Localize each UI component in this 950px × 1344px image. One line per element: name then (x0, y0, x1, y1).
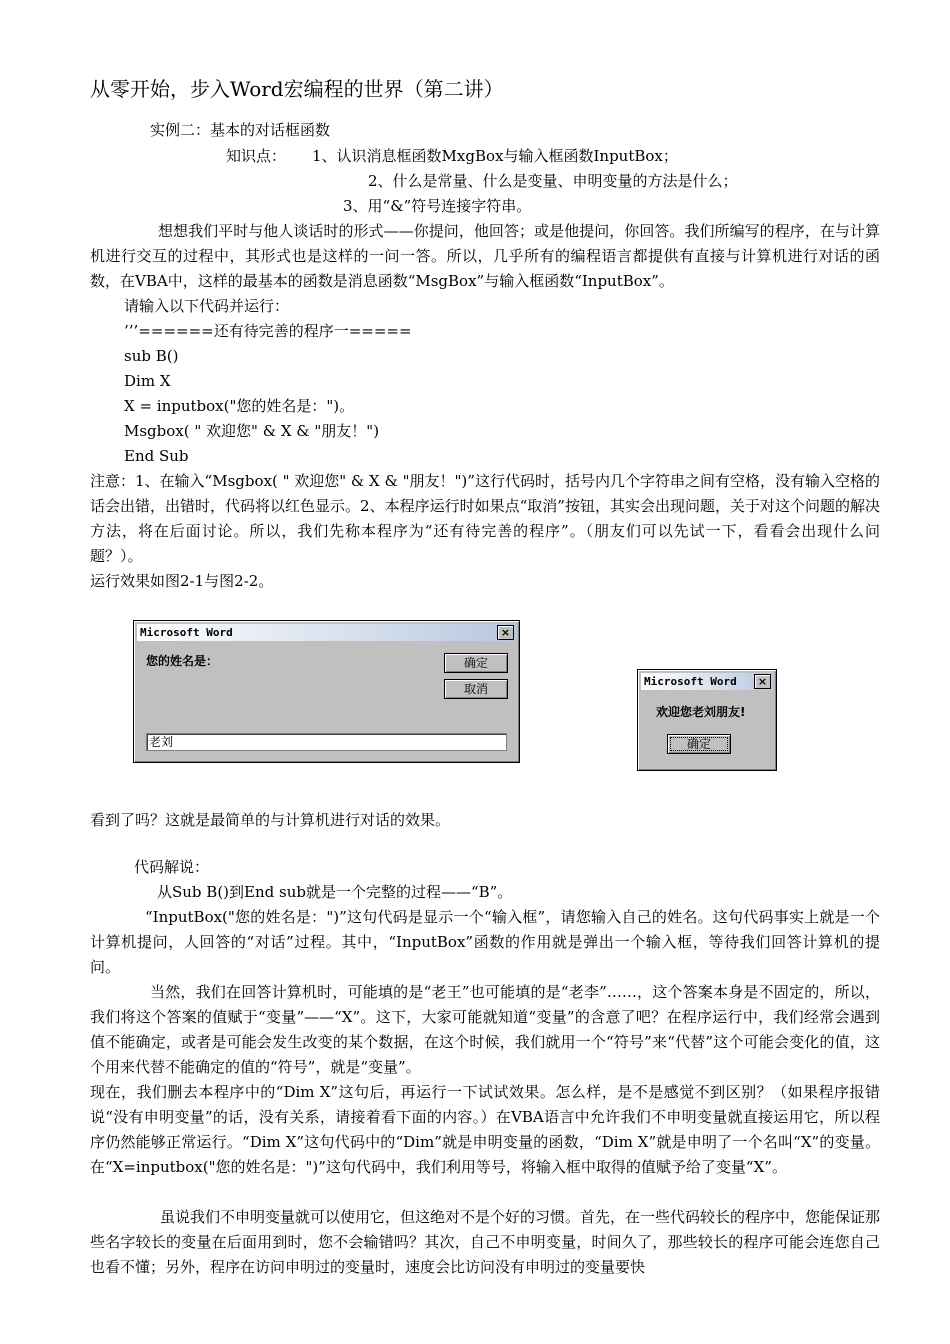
name-input[interactable]: 老刘 (146, 733, 507, 751)
close-icon[interactable]: × (497, 625, 514, 640)
page-title: 从零开始，步入Word宏编程的世界（第二讲） (90, 77, 504, 101)
code-line: X = inputbox("您的姓名是：")。 (124, 397, 355, 415)
explain-paragraph: 虽说我们不申明变量就可以使用它，但这绝对不是个好的习惯。首先，在一些代码较长的程序中，您能保证那些名字较长的变量在后面用到时，您不会输错吗？其次，自己不申明变量，时间久了，那些较长的程序可能会连您自己也看不懂；另外，程序在访问申明过的变量时，速度会比访问没有申明过的变量要快 (90, 1208, 881, 1276)
knowledge-point-2: 2、什么是常量、什么是变量、申明变量的方法是什么； (368, 172, 738, 190)
code-line: Dim X (124, 372, 171, 390)
msgbox-dialog (637, 669, 777, 771)
dialog-titlebar (137, 624, 516, 641)
ok-button[interactable]: 确定 (444, 653, 508, 673)
dialog-title: Microsoft Word (140, 626, 233, 639)
explain-paragraph: 从Sub B()到End sub就是一个完整的过程——“B”。 (157, 883, 513, 901)
dialog-title: Microsoft Word (644, 675, 737, 688)
code-line: Msgbox( " 欢迎您" & X & "朋友！") (124, 422, 380, 440)
code-prompt: 请输入以下代码并运行： (124, 297, 290, 315)
inputbox-dialog (133, 620, 520, 763)
intro-paragraph: 想想我们平时与他人谈话时的形式——你提问，他回答；或是他提问，你回答。我们所编写的程序，在与计算机进行交互的过程中，其形式也是这样的一问一答。所以，几乎所有的编程语言都提供有直接与计算机进行对话的函数，在VBA中，这样的最基本的函数是消息函数“MsgBox”与输入框函数“InputBox”。 (90, 222, 880, 290)
code-line: ’’’======还有待完善的程序一===== (124, 322, 412, 340)
code-line: End Sub (124, 447, 189, 465)
close-icon[interactable]: × (754, 674, 771, 689)
msgbox-message: 欢迎您老刘朋友! (656, 705, 746, 719)
code-line: sub B() (124, 347, 179, 365)
ok-button[interactable]: 确定 (667, 734, 731, 754)
result-text: 运行效果如图2-1与图2-2。 (90, 572, 274, 590)
explain-paragraph: 现在，我们删去本程序中的“Dim X”这句后，再运行一下试试效果。怎么样，是不是感觉不到区别？（如果程序报错说“没有申明变量”的话，没有关系，请接着看下面的内容。）在VBA语言中允许我们不申明变量就直接运用它，所以程序仍然能够正常运行。“Dim X”这句代码中的“Dim”就是申明变量的函数，“Dim X”就是申明了一个名叫“X”的变量。在“X=inputbox("您的姓名是：")”这句代码中，我们利用等号，将输入框中取得的值赋予给了变量“X”。 (90, 1083, 880, 1176)
inputbox-prompt: 您的姓名是： (146, 654, 219, 668)
explain-paragraph: 当然，我们在回答计算机时，可能填的是“老王”也可能填的是“老李”……，这个答案本身是不固定的，所以，我们将这个答案的值赋于“变量”——“X”。这下，大家可能就知道“变量”的含意了吧？在程序运行中，我们经常会遇到值不能确定，或者是可能会发生改变的某个数据，在这个时候，我们就用一个“符号”来“代替”这个可能会变化的值，这个用来代替不能确定的值的“符号”，就是“变量”。 (90, 983, 880, 1076)
explain-label: 代码解说： (134, 858, 210, 876)
dialog-titlebar (641, 673, 773, 690)
knowledge-label: 知识点： (226, 147, 287, 165)
knowledge-point-3: 3、用“&”符号连接字符串。 (343, 197, 532, 215)
note-paragraph: 注意：1、在输入“Msgbox( " 欢迎您" & X & "朋友！")”这行代码时，括号内几个字符串之间有空格，没有输入空格的话会出错，出错时，代码将以红色显示。2、本程序运行时如果点“取消”按钮，其实会出现问题，关于对这个问题的解决方法，将在后面讨论。所以，我们先称本程序为“还有待完善的程序”。（朋友们可以先试一下，看看会出现什么问题？）。 (90, 472, 880, 565)
seen-text: 看到了吗？这就是最简单的与计算机进行对话的效果。 (90, 811, 451, 829)
example-heading: 实例二：基本的对话框函数 (150, 121, 331, 139)
cancel-button[interactable]: 取消 (444, 679, 508, 699)
knowledge-point-1: 1、认识消息框函数MxgBox与输入框函数InputBox； (312, 147, 678, 165)
explain-paragraph: “InputBox("您的姓名是：")”这句代码是显示一个“输入框”，请您输入自己的姓名。这句代码事实上就是一个计算机提问，人回答的“对话”过程。其中，“InputBox”函数的作用就是弹出一个输入框，等待我们回答计算机的提问。 (90, 908, 880, 976)
